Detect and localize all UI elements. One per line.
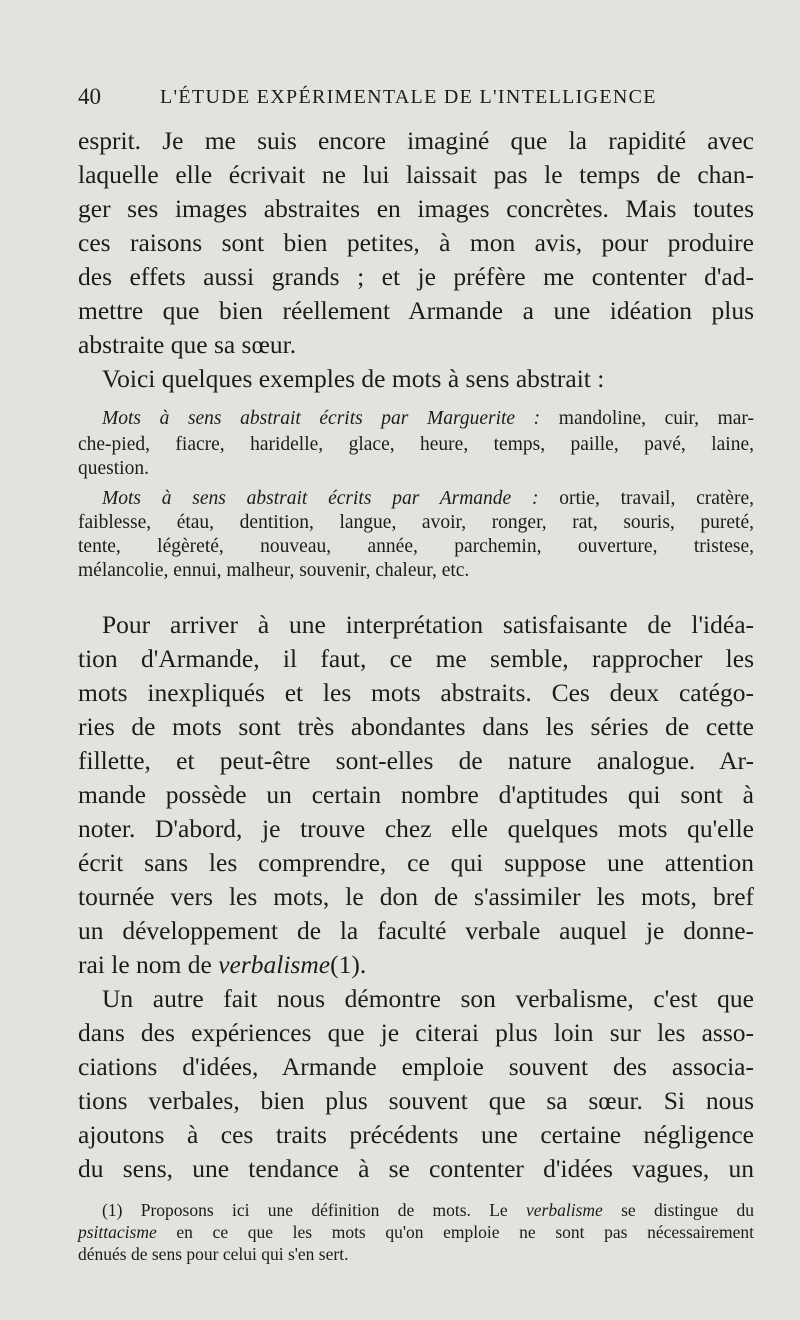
armande-list-line: mélancolie, ennui, malheur, souvenir, chaleur, etc.	[78, 560, 470, 581]
footnote-text: se distingue du	[621, 1200, 754, 1220]
paragraph2-line: tion d'Armande, il faut, ce me semble, rapprocher les	[78, 644, 754, 673]
paragraph1-line: abstraite que sa sœur.	[78, 330, 297, 359]
footnote-line	[78, 1222, 754, 1243]
paragraph2-line: un développement de la faculté verbale auquel je donne-	[78, 916, 754, 945]
paragraph2-line: mande possède un certain nombre d'aptitudes qui sont à	[78, 780, 754, 809]
paragraph2-line	[78, 950, 754, 980]
footnote-line: dénués de sens pour celui qui s'en sert.	[78, 1244, 349, 1264]
paragraph1-line: des effets aussi grands ; et je préfère me contenter d'ad-	[78, 262, 754, 291]
paragraph1-line: esprit. Je me suis encore imaginé que la rapidité avec	[78, 126, 754, 155]
marguerite-list-line: question.	[78, 458, 149, 479]
page-header	[78, 84, 754, 114]
paragraph3-line: tions verbales, bien plus souvent que sa sœur. Si nous	[78, 1086, 754, 1115]
paragraph2-line: Pour arriver à une interprétation satisfaisante de l'idéa-	[102, 610, 754, 639]
paragraph2-line: noter. D'abord, je trouve chez elle quelques mots qu'elle	[78, 814, 754, 843]
paragraph2-line: écrit sans les comprendre, ce qui suppose une attention	[78, 848, 754, 877]
armande-words: ortie, travail, cratère,	[559, 488, 754, 509]
paragraph1-line: laquelle elle écrivait ne lui laissait pas le temps de chan-	[78, 160, 754, 189]
footnote-marker: (1)	[102, 1200, 123, 1220]
paragraph1-line: ces raisons sont bien petites, à mon avis, pour produire	[78, 228, 754, 257]
verbalisme-term: verbalisme	[218, 950, 331, 979]
page-number: 40	[78, 84, 101, 109]
running-title: L'ÉTUDE EXPÉRIMENTALE DE L'INTELLIGENCE	[160, 86, 657, 108]
marguerite-words: mandoline, cuir, mar-	[558, 408, 755, 429]
armande-list-line: tente, légèreté, nouveau, année, parchemin, ouverture, tristese,	[78, 536, 754, 557]
paragraph2-last-start: rai le nom de	[78, 950, 212, 979]
marguerite-list-line	[102, 408, 754, 430]
footnote-term: psittacisme	[78, 1222, 157, 1242]
footnote-text: en ce que les mots qu'on emploie ne sont pas nécessairement	[176, 1222, 754, 1242]
footnote-reference: (1).	[330, 950, 367, 979]
armande-list-line	[102, 488, 754, 510]
paragraph1-line: ger ses images abstraites en images concrètes. Mais toutes	[78, 194, 754, 223]
paragraph3-line: ciations d'idées, Armande emploie souvent des associa-	[78, 1052, 754, 1081]
paragraph2-line: mots inexpliqués et les mots abstraits. Ces deux catégo-	[78, 678, 754, 707]
paragraph2-line: tournée vers les mots, le don de s'assimiler les mots, bref	[78, 882, 754, 911]
paragraph3-line: dans des expériences que je citerai plus loin sur les asso-	[78, 1018, 754, 1047]
marguerite-label: Mots à sens abstrait écrits par Marguerite :	[102, 408, 541, 429]
paragraph2-line: fillette, et peut-être sont-elles de nature analogue. Ar-	[78, 746, 754, 775]
intro-line: Voici quelques exemples de mots à sens abstrait :	[102, 364, 605, 393]
paragraph3-line: Un autre fait nous démontre son verbalisme, c'est que	[102, 984, 754, 1013]
paragraph1-line: mettre que bien réellement Armande a une idéation plus	[78, 296, 754, 325]
armande-label: Mots à sens abstrait écrits par Armande :	[102, 488, 539, 509]
armande-list-line: faiblesse, étau, dentition, langue, avoir, ronger, rat, souris, pureté,	[78, 512, 754, 533]
paragraph3-line: ajoutons à ces traits précédents une certaine négligence	[78, 1120, 754, 1149]
paragraph3-line: du sens, une tendance à se contenter d'idées vagues, un	[78, 1154, 754, 1183]
footnote-text: Proposons ici une définition de mots. Le	[140, 1200, 508, 1220]
footnote-line	[102, 1200, 754, 1221]
paragraph2-line: ries de mots sont très abondantes dans les séries de cette	[78, 712, 754, 741]
footnote-term: verbalisme	[526, 1200, 603, 1220]
marguerite-list-line: che-pied, fiacre, haridelle, glace, heure, temps, paille, pavé, laine,	[78, 434, 754, 455]
